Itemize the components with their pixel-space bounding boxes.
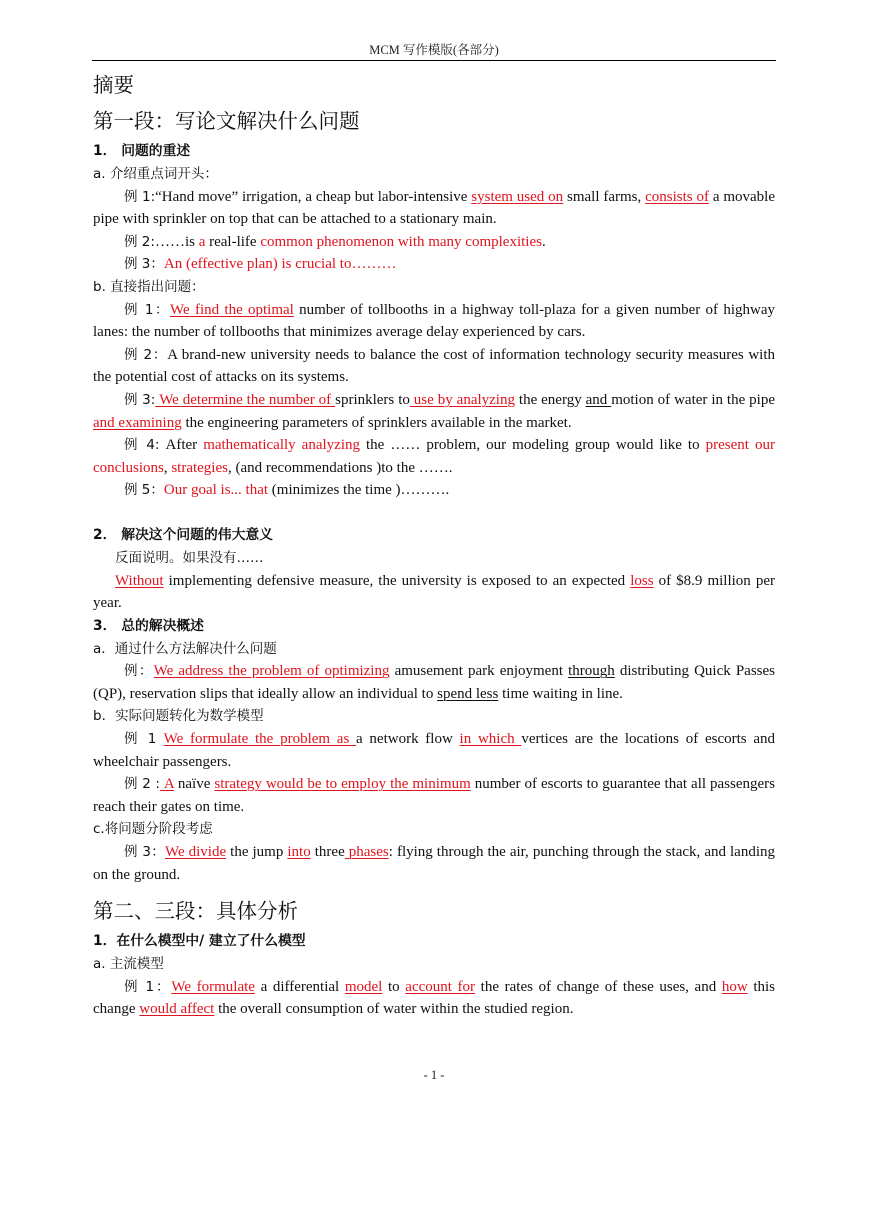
highlight-phrase: We divide — [164, 844, 227, 861]
underlined-word: through — [568, 663, 615, 680]
highlight-phrase: common phenomenon with many complexities — [260, 233, 542, 250]
item-label-b3: b．实际问题转化为数学模型 — [93, 708, 264, 725]
subheading-problem-restatement: 1． 问题的重述 — [93, 143, 191, 159]
highlight-phrase: into — [287, 844, 311, 861]
highlight-phrase: An (effective plan) is crucial to……… — [163, 256, 397, 273]
highlight-phrase: strategies — [171, 459, 228, 476]
underlined-word: spend less — [437, 685, 499, 702]
example-12: 例 2 : A naïve strategy would be to employ the minimum number of escorts to guarantee that all passengers reach their gates on time. — [93, 776, 775, 815]
example-10: 例：We address the problem of optimizing amusement park enjoyment through distributing Quick Passes (QP), reservation slips that ideally allow an individual to spend less time waiting in line. — [93, 663, 776, 702]
highlight-phrase: consists of — [645, 188, 709, 205]
highlight-phrase: Our goal is... that — [163, 482, 269, 499]
highlight-phrase: a — [198, 233, 206, 250]
example-5: 例 2：A brand-new university needs to balance the cost of information technology security measures with the potential cost of attacks on its systems. — [93, 346, 775, 386]
underlined-word: and — [585, 391, 612, 408]
highlight-phrase: We formulate the problem as — [163, 731, 357, 748]
highlight-phrase: in which — [459, 731, 522, 748]
document-body — [93, 66, 775, 1021]
highlight-phrase: system used on — [471, 188, 564, 205]
highlight-phrase: present our conclusions — [93, 437, 775, 476]
highlight-phrase: We formulate — [171, 978, 255, 995]
example-8: 例 5：Our goal is... that (minimizes the time )………. — [124, 482, 450, 499]
item-label-a3: a．通过什么方法解决什么问题 — [93, 640, 277, 657]
page-header: MCM 写作模版(各部分) — [369, 43, 499, 57]
example-2: 例 2:……is a real-life common phenomenon with many complexities. — [124, 233, 546, 250]
subheading-model: 1．在什么模型中/ 建立了什么模型 — [93, 933, 306, 950]
highlight-phrase: account for — [405, 978, 476, 995]
highlight-phrase: phases — [344, 844, 389, 861]
highlight-phrase: Without — [115, 572, 164, 589]
example-13: 例 3：We divide the jump into three phases: flying through the air, punching through the stack, and landing on the ground. — [93, 844, 775, 883]
page-number: - 1 - — [423, 1068, 445, 1082]
item-label-b: b. 直接指出问题： — [93, 278, 205, 295]
item-label-c3: c.将问题分阶段考虑 — [93, 821, 213, 838]
highlight-phrase: how — [721, 978, 748, 995]
spacer — [93, 502, 775, 524]
heading-section-2: 第二、三段：具体分析 — [93, 899, 298, 924]
highlight-phrase: would affect — [139, 1001, 215, 1018]
heading-abstract: 摘要 — [93, 73, 134, 97]
header-divider — [92, 60, 776, 61]
example-1: 例 1:“Hand move” irrigation, a cheap but labor-intensive system used on small farms, consists of a movable pipe with sprinkler on top that can be attached to a stationary main. — [93, 188, 775, 228]
example-model: 例 1：We formulate a differential model to account for the rates of change of these uses, and how this change would affect the overall consumption of water within the studied region. — [93, 978, 775, 1018]
highlight-phrase: use by analyzing — [409, 391, 515, 408]
item-label-a: a. 介绍重点词开头： — [93, 166, 218, 182]
item-label-mainstream: a. 主流模型 — [93, 956, 164, 973]
example-7: 例 4: After mathematically analyzing the …… problem, our modeling group would like to present our conclusions, strategies, (and recommendations )to the ……. — [93, 437, 775, 476]
highlight-phrase: model — [344, 978, 383, 995]
highlight-phrase: We find the optimal — [170, 301, 294, 318]
example-3: 例 3：An (effective plan) is crucial to……… — [124, 256, 397, 273]
example-without: Without implementing defensive measure, the university is exposed to an expected loss of $8.9 million per year. — [93, 572, 775, 612]
highlight-phrase: loss — [630, 572, 654, 589]
highlight-phrase: We address the problem of optimizing — [153, 663, 390, 680]
highlight-phrase: We determine the number of — [155, 391, 336, 408]
heading-section-1: 第一段：写论文解决什么问题 — [93, 109, 360, 133]
example-6: 例 3: We determine the number of sprinklers to use by analyzing the energy and motion of water in the pipe and examining the engineering parameters of sprinklers available in the market. — [93, 391, 775, 431]
subheading-overview: 3． 总的解决概述 — [93, 617, 204, 634]
example-11: 例 1 We formulate the problem as a network flow in which vertices are the locations of escorts and wheelchair passengers. — [93, 731, 775, 770]
note-negative: 反面说明。如果没有…… — [115, 549, 264, 566]
example-4: 例 1：We find the optimal number of tollbooths in a highway toll-plaza for a given number of highway lanes: the number of tollbooths that minimizes average delay experienced by cars. — [93, 301, 775, 341]
highlight-phrase: A — [159, 776, 174, 793]
highlight-phrase: and examining — [93, 414, 182, 431]
highlight-phrase: mathematically analyzing — [203, 437, 360, 454]
highlight-phrase: strategy would be to employ the minimum — [214, 776, 471, 793]
subheading-significance: 2． 解决这个问题的伟大意义 — [93, 526, 273, 543]
